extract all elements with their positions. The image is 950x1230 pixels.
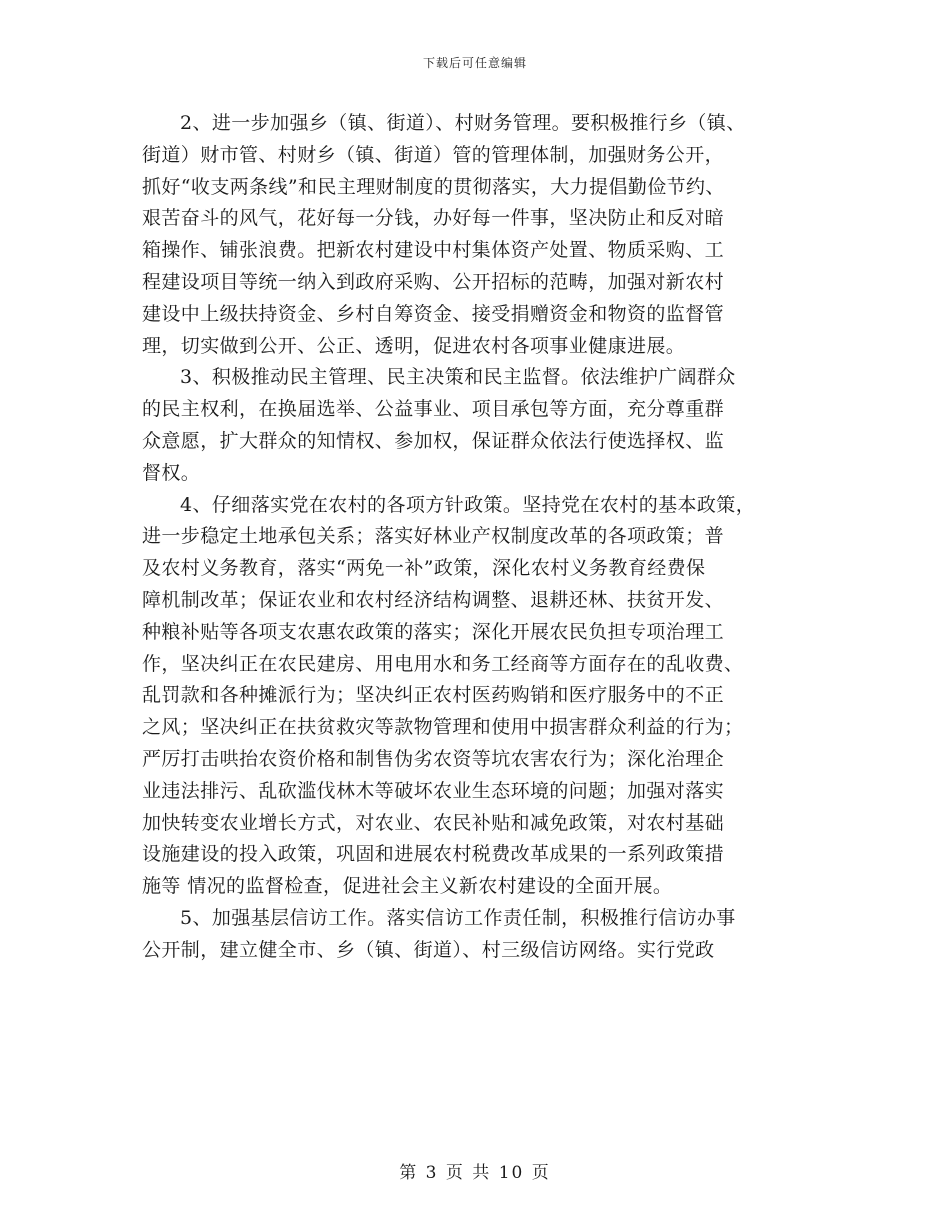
text-line: 乱罚款和各种摊派行为；坚决纠正农村医药购销和医疗服务中的不正	[142, 684, 725, 707]
paragraph-3	[142, 362, 822, 489]
text-line: 加快转变农业增长方式，对农业、农民补贴和减免政策，对农村基础	[142, 811, 725, 834]
text-line: 箱操作、铺张浪费。把新农村建设中村集体资产处置、物质采购、工	[142, 239, 725, 262]
paragraph-2	[142, 108, 822, 362]
text-line: 建设中上级扶持资金、乡村自筹资金、接受捐赠资金和物资的监督管	[142, 302, 725, 325]
text-line: 设施建设的投入政策，巩固和进展农村税费改革成果的一系列政策措	[142, 843, 725, 866]
text-line: 施等 情况的监督检查，促进社会主义新农村建设的全面开展。	[142, 875, 673, 898]
text-line: 4、仔细落实党在农村的各项方针政策。坚持党在农村的基本政策，	[180, 493, 756, 516]
text-line: 众意愿，扩大群众的知情权、参加权，保证群众依法行使选择权、监	[142, 429, 725, 452]
text-line: 街道）财市管、村财乡（镇、街道）管的管理体制，加强财务公开，	[142, 143, 725, 166]
text-line: 理，切实做到公开、公正、透明，促进农村各项事业健康进展。	[142, 334, 686, 357]
text-line: 3、积极推动民主管理、民主决策和民主监督。依法维护广阔群众	[180, 366, 736, 389]
text-line: 种粮补贴等各项支农惠农政策的落实；深化开展农民负担专项治理工	[142, 620, 725, 643]
page-header: 下载后可任意编辑	[422, 56, 527, 70]
paragraph-5	[142, 903, 822, 967]
text-line: 之风；坚决纠正在扶贫救灾等款物管理和使用中损害群众利益的行为；	[142, 716, 744, 739]
text-line: 严厉打击哄抬农资价格和制售伪劣农资等坑农害农行为；深化治理企	[142, 747, 725, 770]
text-line: 及农村义务教育，落实“两免一补”政策，深化农村义务教育经费保	[142, 557, 706, 580]
text-line: 5、加强基层信访工作。落实信访工作责任制，积极推行信访办事	[180, 906, 736, 929]
text-line: 督权。	[142, 461, 201, 484]
text-line: 作，坚决纠正在农民建房、用电用水和务工经商等方面存在的乱收费、	[142, 652, 744, 675]
document-body	[142, 108, 822, 967]
text-line: 进一步稳定土地承包关系；落实好林业产权制度改革的各项政策；普	[142, 525, 725, 548]
text-line: 障机制改革；保证农业和农村经济结构调整、退耕还林、扶贫开发、	[142, 588, 725, 611]
text-line: 业违法排污、乱砍滥伐林木等破坏农业生态环境的问题；加强对落实	[142, 779, 725, 802]
page-number-footer: 第 3 页 共 10 页	[399, 1163, 551, 1183]
text-line: 公开制，建立健全市、乡（镇、街道）、村三级信访网络。实行党政	[142, 938, 715, 961]
paragraph-4	[142, 490, 822, 903]
text-line: 抓好“收支两条线”和民主理财制度的贯彻落实，大力提倡勤俭节约、	[142, 175, 725, 198]
text-line: 艰苦奋斗的风气，花好每一分钱，办好每一件事，坚决防止和反对暗	[142, 207, 725, 230]
text-line: 的民主权利，在换届选举、公益事业、项目承包等方面，充分尊重群	[142, 398, 725, 421]
text-line: 程建设项目等统一纳入到政府采购、公开招标的范畴，加强对新农村	[142, 270, 725, 293]
text-line: 2、进一步加强乡（镇、街道）、村财务管理。要积极推行乡（镇、	[180, 112, 746, 134]
